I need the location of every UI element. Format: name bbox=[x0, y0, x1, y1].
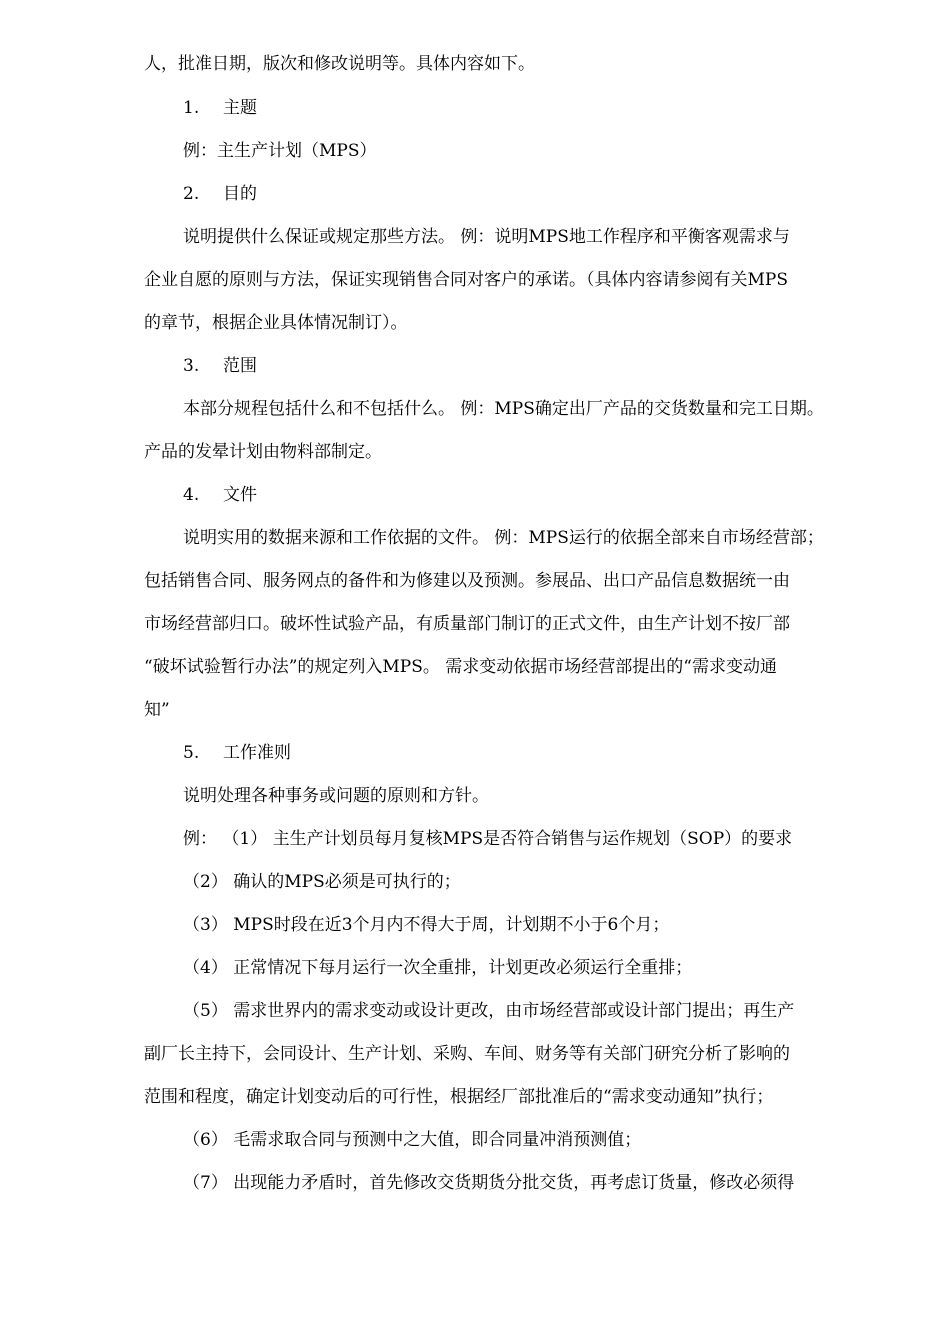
list-item: （6） 毛需求取合同与预测中之大值，即合同量冲消预测值； bbox=[183, 1130, 642, 1150]
list-item: 例： （1） 主生产计划员每月复核MPS是否符合销售与运作规划（SOP）的要求 bbox=[183, 829, 793, 849]
section-heading-5 bbox=[0, 741, 950, 765]
paragraph-line: 本部分规程包括什么和不包括什么。 例：MPS确定出厂产品的交货数量和完工日期。 bbox=[183, 399, 824, 419]
section-number: 2. bbox=[183, 184, 200, 204]
section-title: 目的 bbox=[223, 184, 257, 204]
paragraph-line: 人，批准日期，版次和修改说明等。具体内容如下。 bbox=[144, 54, 535, 74]
paragraph-line: “破坏试验暂行办法”的规定列入MPS。 需求变动依据市场经营部提出的“需求变动通 bbox=[144, 657, 777, 677]
section-number: 4. bbox=[183, 485, 200, 505]
paragraph-line: 知” bbox=[144, 700, 170, 720]
section-heading-4 bbox=[0, 483, 950, 507]
list-item: （5） 需求世界内的需求变动或设计更改，由市场经营部或设计部门提出；再生产 bbox=[183, 1001, 795, 1021]
paragraph-line: 的章节，根据企业具体情况制订）。 bbox=[144, 313, 408, 333]
section-title: 范围 bbox=[223, 356, 257, 376]
section-title: 主题 bbox=[223, 98, 257, 118]
section-number: 5. bbox=[183, 743, 200, 763]
paragraph-line: 市场经营部归口。破坏性试验产品，有质量部门制订的正式文件，由生产计划不按厂部 bbox=[144, 614, 790, 634]
paragraph-line: 范围和程度，确定计划变动后的可行性，根据经厂部批准后的“需求变动通知”执行； bbox=[144, 1087, 774, 1107]
section-title: 工作准则 bbox=[223, 743, 291, 763]
paragraph-line: 副厂长主持下，会同设计、生产计划、采购、车间、财务等有关部门研究分析了影响的 bbox=[144, 1044, 790, 1064]
section-title: 文件 bbox=[223, 485, 257, 505]
list-item: （3） MPS时段在近3个月内不得大于周，计划期不小于6个月； bbox=[183, 915, 670, 935]
section-number: 1. bbox=[183, 98, 200, 118]
paragraph-line: 说明提供什么保证或规定那些方法。 例：说明MPS地工作程序和平衡客观需求与 bbox=[183, 227, 790, 247]
section-heading-3 bbox=[0, 354, 950, 378]
list-item: （4） 正常情况下每月运行一次全重排，计划更改必须运行全重排； bbox=[183, 958, 693, 978]
paragraph-line: 例：主生产计划（MPS） bbox=[183, 141, 377, 161]
paragraph-line: 说明处理各种事务或问题的原则和方针。 bbox=[183, 786, 489, 806]
section-heading-2 bbox=[0, 182, 950, 206]
paragraph-line: 产品的发晕计划由物料部制定。 bbox=[144, 442, 382, 462]
section-number: 3. bbox=[183, 356, 200, 376]
list-item: （7） 出现能力矛盾时，首先修改交货期货分批交货，再考虑订货量，修改必须得 bbox=[183, 1173, 795, 1193]
paragraph-line: 说明实用的数据来源和工作依据的文件。 例：MPS运行的依据全部来自市场经营部； bbox=[183, 528, 824, 548]
section-heading-1 bbox=[0, 96, 950, 120]
paragraph-line: 包括销售合同、服务网点的备件和为修建以及预测。参展品、出口产品信息数据统一由 bbox=[144, 571, 790, 591]
paragraph-line: 企业自愿的原则与方法，保证实现销售合同对客户的承诺。（具体内容请参阅有关MPS bbox=[144, 270, 788, 290]
list-item: （2） 确认的MPS必须是可执行的； bbox=[183, 872, 461, 892]
